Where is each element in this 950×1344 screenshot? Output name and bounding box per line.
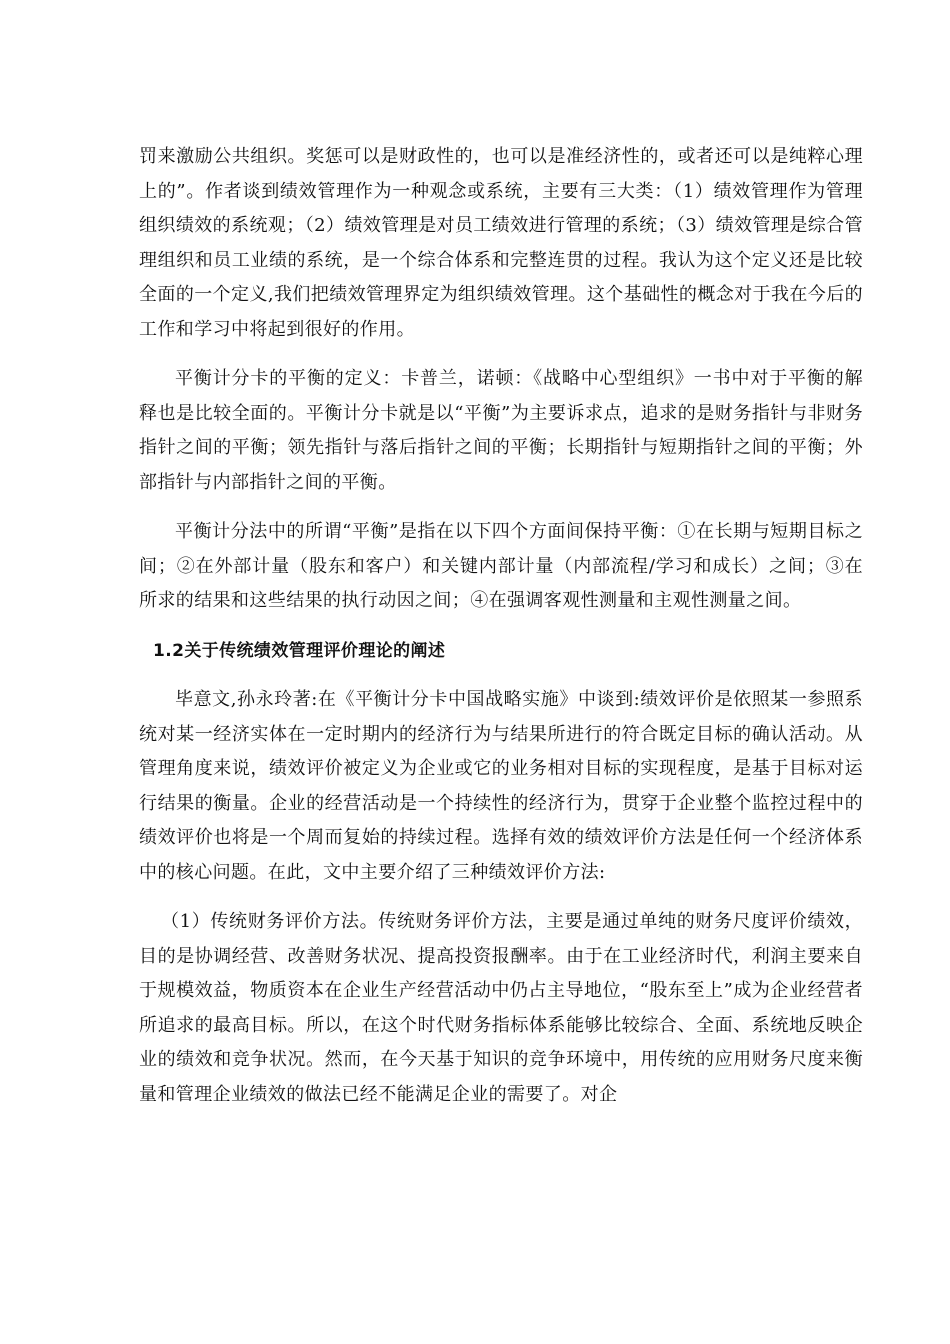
list-paragraph: （1）传统财务评价方法。传统财务评价方法，主要是通过单纯的财务尺度评价绩效，目的是协调经营、改善财务状况、提高投资报酬率。由于在工业经济时代，利润主要来自于规模效益，物质资本在企业生产经营活动中仍占主导地位，“股东至上”成为企业经营者所追求的最高目标。所以，在这个时代财务指标体系能够比较综合、全面、系统地反映企业的绩效和竞争状况。然而，在今天基于知识的竞争环境中，用传统的应用财务尺度来衡量和管理企业绩效的做法已经不能满足企业的需要了。对企 [139, 911, 863, 1105]
section-heading: 1.2关于传统绩效管理评价理论的阐述 [153, 640, 446, 661]
body-paragraph: 平衡计分法中的所谓“平衡”是指在以下四个方面间保持平衡：①在长期与短期目标之间；②在外部计量（股东和客户）和关键内部计量（内部流程/学习和成长）之间；③在所求的结果和这些结果的执行动因之间；④在强调客观性测量和主观性测量之间。 [139, 521, 863, 611]
body-paragraph: 毕意文,孙永玲著:在《平衡计分卡中国战略实施》中谈到:绩效评价是依照某一参照系统对某一经济实体在一定时期内的经济行为与结果所进行的符合既定目标的确认活动。从管理角度来说，绩效评价被定义为企业或它的业务相对目标的实现程度，是基于目标对运行结果的衡量。企业的经营活动是一个持续性的经济行为，贯穿于企业整个监控过程中的绩效评价也将是一个周而复始的持续过程。选择有效的绩效评价方法是任何一个经济体系中的核心问题。在此，文中主要介绍了三种绩效评价方法: [139, 689, 863, 883]
body-paragraph: 平衡计分卡的平衡的定义：卡普兰，诺顿：《战略中心型组织》一书中对于平衡的解释也是比较全面的。平衡计分卡就是以“平衡”为主要诉求点，追求的是财务指针与非财务指针之间的平衡；领先指针与落后指针之间的平衡；长期指针与短期指针之间的平衡；外部指针与内部指针之间的平衡。 [139, 368, 863, 493]
body-paragraph: 罚来激励公共组织。奖惩可以是财政性的，也可以是准经济性的，或者还可以是纯粹心理上的”。作者谈到绩效管理作为一种观念或系统，主要有三大类：（1）绩效管理作为管理组织绩效的系统观；（2）绩效管理是对员工绩效进行管理的系统；（3）绩效管理是综合管理组织和员工业绩的系统，是一个综合体系和完整连贯的过程。我认为这个定义还是比较全面的一个定义,我们把绩效管理界定为组织绩效管理。这个基础性的概念对于我在今后的工作和学习中将起到很好的作用。 [139, 146, 863, 340]
document-body [139, 140, 863, 1127]
